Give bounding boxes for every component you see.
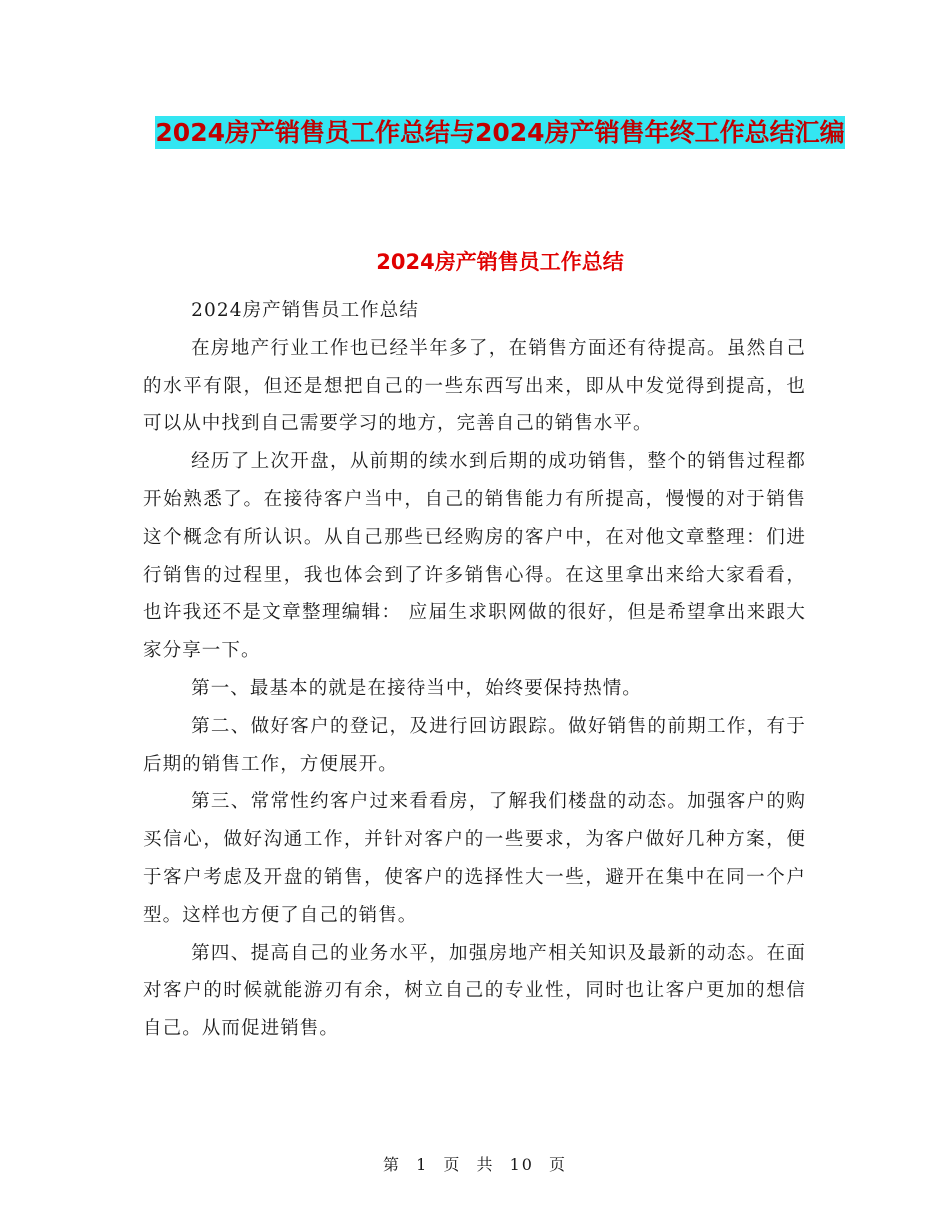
- paragraph: 第四、提高自己的业务水平，加强房地产相关知识及最新的动态。在面对客户的时候就能游刃有余，树立自己的专业性，同时也让客户更加的想信自己。从而促进销售。: [143, 942, 806, 1040]
- document-title-text: 2024房产销售员工作总结与2024房产销售年终工作总结汇编: [155, 118, 845, 147]
- paragraph: 第二、做好客户的登记，及进行回访跟踪。做好销售的前期工作，有于后期的销售工作，方便展开。: [143, 715, 806, 775]
- document-title: [140, 108, 860, 158]
- document-body: [143, 292, 806, 1048]
- paragraph: 第三、常常性约客户过来看看房，了解我们楼盘的动态。加强客户的购买信心，做好沟通工作，并针对客户的一些要求，为客户做好几种方案，便于客户考虑及开盘的销售，使客户的选择性大一些，避开在集中在同一个户型。这样也方便了自己的销售。: [143, 791, 806, 926]
- paragraph-subheading: 2024房产销售员工作总结: [191, 300, 419, 321]
- section-title: 2024房产销售员工作总结: [376, 250, 624, 274]
- paragraph: 经历了上次开盘，从前期的续水到后期的成功销售，整个的销售过程都开始熟悉了。在接待客户当中，自己的销售能力有所提高，慢慢的对于销售这个概念有所认识。从自己那些已经购房的客户中，在对他文章整理：们进行销售的过程里，我也体会到了许多销售心得。在这里拿出来给大家看看，也许我还不是文章整理编辑： 应届生求职网做的很好，但是希望拿出来跟大家分享一下。: [143, 451, 806, 662]
- footer-total-prefix: 共: [476, 1155, 495, 1174]
- footer-page-number: 1: [416, 1155, 429, 1174]
- footer-total-pages: 10: [509, 1155, 534, 1174]
- paragraph: 第一、最基本的就是在接待当中，始终要保持热情。: [191, 677, 642, 699]
- footer-page-mid: 页: [443, 1155, 462, 1174]
- page-footer: [0, 1152, 950, 1175]
- paragraph: 在房地产行业工作也已经半年多了，在销售方面还有待提高。虽然自己的水平有限，但还是想把自己的一些东西写出来，即从中发觉得到提高，也可以从中找到自己需要学习的地方，完善自己的销售水平。: [143, 337, 806, 435]
- footer-total-suffix: 页: [549, 1155, 568, 1174]
- footer-page-prefix: 第: [382, 1155, 401, 1174]
